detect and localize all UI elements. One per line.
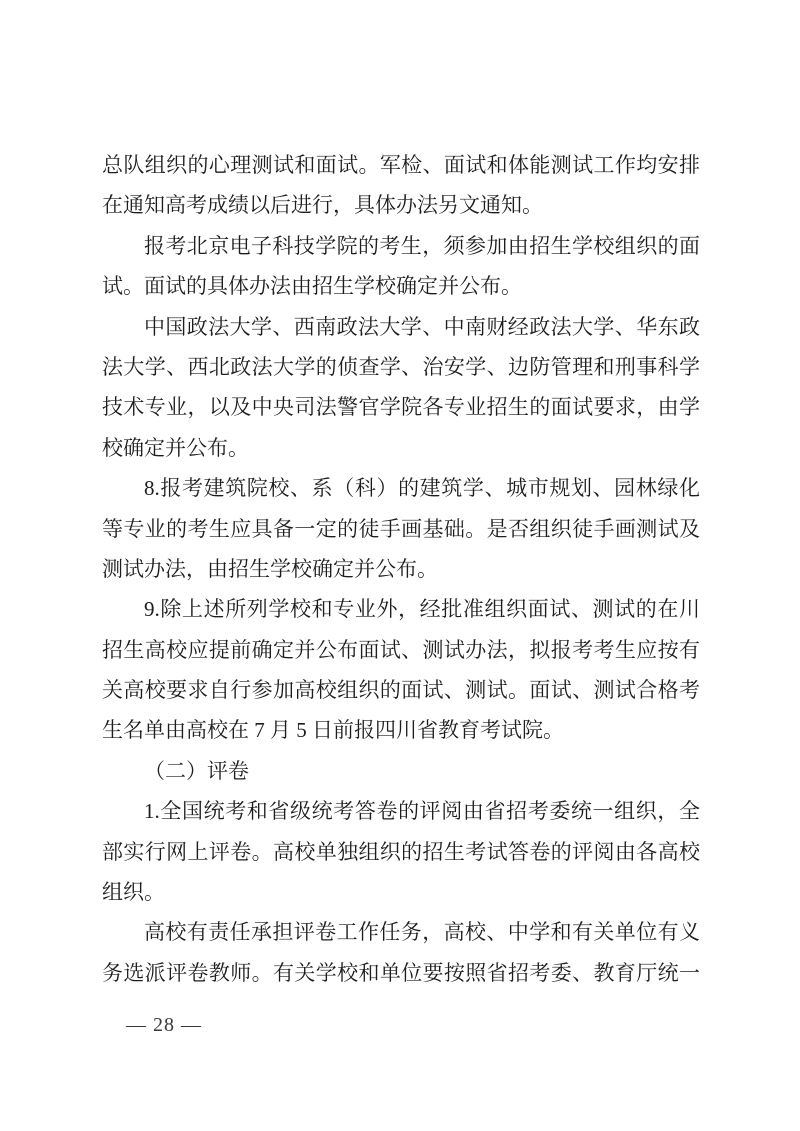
- text-line: 报考北京电子科技学院的考生，须参加由招生学校组织的面: [144, 233, 700, 258]
- paragraph: [102, 226, 700, 307]
- paragraph: [102, 751, 700, 791]
- text-line: 技术专业，以及中央司法警官学院各专业招生的面试要求，由学: [102, 395, 700, 420]
- text-line: 中国政法大学、西南政法大学、中南财经政法大学、华东政: [144, 314, 700, 339]
- text-line: 招生高校应提前确定并公布面试、测试办法，拟报考考生应按有: [102, 637, 700, 662]
- text-line: 总队组织的心理测试和面试。军检、面试和体能测试工作均安排: [102, 153, 700, 177]
- paragraph: [102, 912, 700, 993]
- text-line: 校确定并公布。: [102, 435, 249, 460]
- document-body: [102, 145, 700, 993]
- text-line: 生名单由高校在 7 月 5 日前报四川省教育考试院。: [102, 718, 564, 743]
- text-line: 9.除上述所列学校和专业外，经批准组织面试、测试的在川: [144, 597, 700, 622]
- text-line: 组织。: [102, 880, 165, 905]
- paragraph: [102, 145, 700, 226]
- text-line: 法大学、西北政法大学的侦查学、治安学、边防管理和刑事科学: [102, 354, 700, 379]
- paragraph: [102, 468, 700, 589]
- text-line: 等专业的考生应具备一定的徒手画基础。是否组织徒手画测试及: [102, 516, 700, 541]
- text-line: 务选派评卷教师。有关学校和单位要按照省招考委、教育厅统一: [102, 960, 700, 985]
- paragraph: [102, 589, 700, 751]
- text-line: （二）评卷: [144, 758, 249, 783]
- text-line: 高校有责任承担评卷工作任务，高校、中学和有关单位有义: [144, 920, 700, 945]
- text-line: 1.全国统考和省级统考答卷的评阅由省招考委统一组织，全: [144, 799, 700, 824]
- text-line: 8.报考建筑院校、系（科）的建筑学、城市规划、园林绿化: [144, 476, 700, 501]
- text-line: 测试办法，由招生学校确定并公布。: [102, 556, 438, 581]
- text-line: 部实行网上评卷。高校单独组织的招生考试答卷的评阅由各高校: [102, 839, 700, 864]
- text-line: 关高校要求自行参加高校组织的面试、测试。面试、测试合格考: [102, 678, 700, 703]
- paragraph: [102, 791, 700, 912]
- page-number: — 28 —: [126, 1014, 202, 1036]
- text-line: 在通知高考成绩以后进行，具体办法另文通知。: [102, 193, 543, 218]
- paragraph: [102, 307, 700, 469]
- text-line: 试。面试的具体办法由招生学校确定并公布。: [102, 274, 522, 299]
